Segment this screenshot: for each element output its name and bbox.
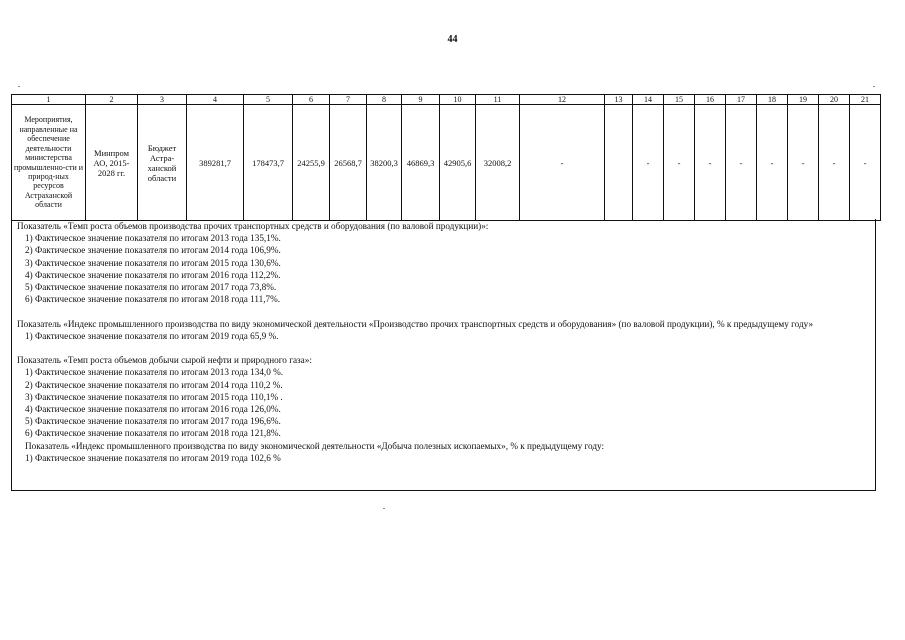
dash-cell: - [819, 105, 850, 221]
column-number: 4 [187, 95, 244, 105]
column-number: 11 [476, 95, 520, 105]
funding-source-cell: Бюджет Астра-ханской области [138, 105, 187, 221]
indicator-value-line: 5) Фактическое значение показателя по итогам 2017 года 196,6%. [25, 416, 281, 427]
col13-cell [605, 105, 633, 221]
activity-cell: Мероприятия, направленные на обеспечение деятельности министерства промышленно-сти и природ-ных ресурсов Астраханской области [12, 105, 86, 221]
column-number: 9 [402, 95, 440, 105]
value-cell: 26568,7 [330, 105, 367, 221]
column-number: 6 [293, 95, 330, 105]
scan-speck [383, 508, 385, 509]
value-cell: 32008,2 [476, 105, 520, 221]
value-cell-total: 389281,7 [187, 105, 244, 221]
indicator-value-line: 3) Фактическое значение показателя по итогам 2015 года 110,1% . [25, 391, 283, 402]
column-number: 3 [138, 95, 187, 105]
scan-speck [873, 86, 875, 87]
dash-cell: - [695, 105, 726, 221]
indicator-value-line: 1) Фактическое значение показателя по итогам 2013 года 134,0 %. [25, 367, 284, 378]
indicator-value-line: 5) Фактическое значение показателя по итогам 2017 года 73,8%. [25, 282, 277, 293]
dash-cell: - [726, 105, 757, 221]
column-number: 15 [664, 95, 695, 105]
indicator-value-line: 1) Фактическое значение показателя по итогам 2013 года 135,1%. [25, 233, 281, 244]
indicator-value-line: 2) Фактическое значение показателя по итогам 2014 года 110,2 %. [25, 379, 283, 390]
value-cell: 38200,3 [367, 105, 402, 221]
indicator-value-line: 4) Фактическое значение показателя по итогам 2016 года 112,2%. [25, 269, 281, 280]
column-number: 18 [757, 95, 788, 105]
indicator-heading: Показатель «Темп роста объемов добычи сырой нефти и природного газа»: [17, 355, 312, 366]
column-number: 10 [440, 95, 476, 105]
column-number: 20 [819, 95, 850, 105]
indicator-value-line: 2) Фактическое значение показателя по итогам 2014 года 106,9%. [25, 245, 281, 256]
col12-cell: - [520, 105, 605, 221]
dash-cell: - [633, 105, 664, 221]
indicators-block [11, 219, 876, 491]
column-number-row [12, 95, 881, 105]
dash-cell: - [850, 105, 881, 221]
column-number: 21 [850, 95, 881, 105]
column-number: 12 [520, 95, 605, 105]
dash-cell: - [664, 105, 695, 221]
indicator-heading: Показатель «Темп роста объемов производства прочих транспортных средств и оборудования (по валовой продукции)»: [17, 221, 489, 231]
scan-speck [18, 86, 20, 87]
column-number: 8 [367, 95, 402, 105]
indicator-value-line: 1) Фактическое значение показателя по итогам 2019 года 65,9 %. [25, 330, 279, 341]
column-number: 17 [726, 95, 757, 105]
indicator-value-line: 1) Фактическое значение показателя по итогам 2019 года 102,6 % [25, 452, 281, 463]
table-row [12, 105, 881, 221]
column-number: 5 [244, 95, 293, 105]
dash-cell: - [788, 105, 819, 221]
column-number: 1 [12, 95, 86, 105]
value-cell: 178473,7 [244, 105, 293, 221]
column-number: 13 [605, 95, 633, 105]
indicator-value-line: 6) Фактическое значение показателя по итогам 2018 года 111,7%. [25, 294, 281, 305]
page-number: 44 [447, 34, 458, 45]
budget-table [11, 94, 881, 221]
blank-line [12, 305, 875, 317]
column-number: 7 [330, 95, 367, 105]
indicator-value-line: 4) Фактическое значение показателя по итогам 2016 года 126,0%. [25, 404, 281, 415]
column-number: 16 [695, 95, 726, 105]
value-cell: 24255,9 [293, 105, 330, 221]
indicator-value-line: 3) Фактическое значение показателя по итогам 2015 года 130,6%. [25, 257, 281, 268]
executor-cell: Минпром АО, 2015-2028 гг. [86, 105, 138, 221]
indicator-heading: Показатель «Индекс промышленного производства по виду экономической деятельности «Производство прочих транспортных средств и оборудования» (по валовой продукции), % к предыдущему году» [17, 318, 814, 329]
indicator-value-line: Показатель «Индекс промышленного производства по виду экономической деятельности «Добыча полезных ископаемых», % к предыдущему году: [25, 440, 605, 451]
column-number: 19 [788, 95, 819, 105]
column-number: 2 [86, 95, 138, 105]
indicator-value-line: 6) Фактическое значение показателя по итогам 2018 года 121,8%. [25, 428, 281, 439]
column-number: 14 [633, 95, 664, 105]
value-cell: 46869,3 [402, 105, 440, 221]
dash-cell: - [757, 105, 788, 221]
value-cell: 42905,6 [440, 105, 476, 221]
blank-line [12, 342, 875, 354]
